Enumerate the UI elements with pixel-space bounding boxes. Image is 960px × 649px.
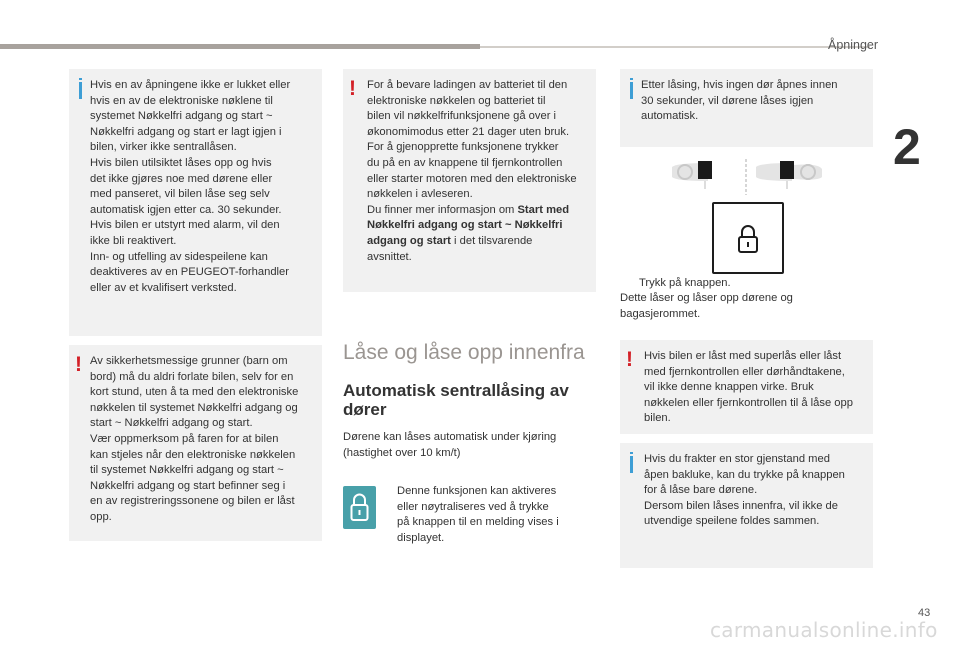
watermark: carmanualsonline.info (710, 618, 938, 642)
info-icon (630, 456, 633, 473)
info-box-text: Hvis du frakter en stor gjenstand med åpen bakluke, kan du trykke på knappen for å låse bare dørene. Dersom bilen låses innenfra, vil ikke de utvendige speilene foldes sammen. (644, 453, 845, 528)
info-icon (630, 82, 633, 99)
warning-icon: ! (75, 353, 82, 376)
bold-reference: Start med Nøkkelfri adgang og start ~ Nøkkelfri adgang og start (367, 203, 570, 247)
info-box-text: Hvis en av åpningene ikke er lukket eller hvis en av de elektroniske nøklene til systemet Nøkkelfri adgang og start ~ Nøkkelfri adgang og start er lagt igjen i bilen, virker ikke sentrallåsen. Hvis bilen utilsiktet låses opp og hvis det ikke gjøres noe med dørene eller med panseret, vil bilen låse seg selv automatisk igjen etter ca. 30 sekunder. Hvis bilen er utstyrt med alarm, vil den ikke bli reaktivert. Inn- og utfelling av sidespeilene kan deaktiveres av en PEUGEOT-forhandler eller av et kvalifisert verksted. (90, 79, 291, 294)
section-title: Låse og låse opp innenfra (343, 341, 585, 364)
dashboard-illustration (668, 157, 824, 197)
chapter-title: Åpninger (828, 38, 879, 52)
info-box-tailgate (620, 443, 873, 568)
info-box-central-locking (69, 69, 322, 336)
step-instruction: Trykk på knappen. (639, 277, 731, 289)
warning-box-text: For å bevare ladingen av batteriet til den elektroniske nøkkelen og batteriet til bilen vil nøkkelfrifunksjonene gå over i økonomimodus etter 21 dager uten bruk. For å gjenopprette funksjonene trykker du på en av knappene til fjernkontrollen eller starter motoren med den elektroniske nøkkelen i avleseren. Du finner mer informasjon om Start med Nøkkelfri adgang og start ~ Nøkkelfri adgang og start i det tilsvarende avsnittet. (367, 79, 577, 263)
step-paragraph: Dette låser og låser opp dørene og bagasjerommet. (620, 292, 793, 320)
warning-box-child-safety (69, 345, 322, 541)
info-box-relock (620, 69, 873, 147)
warning-box-text: Hvis bilen er låst med superlås eller låst med fjernkontrollen eller dørhåndtakene, vil ikke denne knappen virke. Bruk nøkkelen eller fjernkontrollen til å låse opp bilen. (644, 350, 853, 425)
page-number: 43 (918, 607, 931, 619)
lock-button-icon (712, 202, 784, 274)
info-icon (79, 82, 82, 99)
warning-icon: ! (626, 348, 633, 371)
sub-title: Automatisk sentrallåsing av dører (343, 381, 569, 419)
warning-box-battery (343, 69, 596, 292)
lock-function-note: Denne funksjonen kan aktiveres eller nøytraliseres ved å trykke på knappen til en melding vises i displayet. (397, 485, 559, 544)
chapter-number: 2 (893, 119, 921, 175)
padlock-icon (343, 486, 376, 529)
header-rule-light (480, 46, 870, 48)
warning-box-text: Av sikkerhetsmessige grunner (barn om bord) må du aldri forlate bilen, selv for en kort stund, uten å ta med den elektroniske nøkkelen til systemet Nøkkelfri adgang og start ~ Nøkkelfri adgang og start. Vær oppmerksom på faren for at bilen kan stjeles når den elektroniske nøkkelen til systemet Nøkkelfri adgang og start ~ Nøkkelfri adgang og start befinner seg i en av registreringssonene og bilen er låst opp. (90, 355, 299, 523)
paragraph-auto-lock: Dørene kan låses automatisk under kjøring (hastighet over 10 km/t) (343, 431, 557, 459)
warning-box-superlock (620, 340, 873, 434)
header-rule-dark (0, 44, 480, 49)
warning-icon: ! (349, 77, 356, 100)
info-box-text: Etter låsing, hvis ingen dør åpnes innen 30 sekunder, vil dørene låses igjen automatisk. (641, 79, 838, 123)
